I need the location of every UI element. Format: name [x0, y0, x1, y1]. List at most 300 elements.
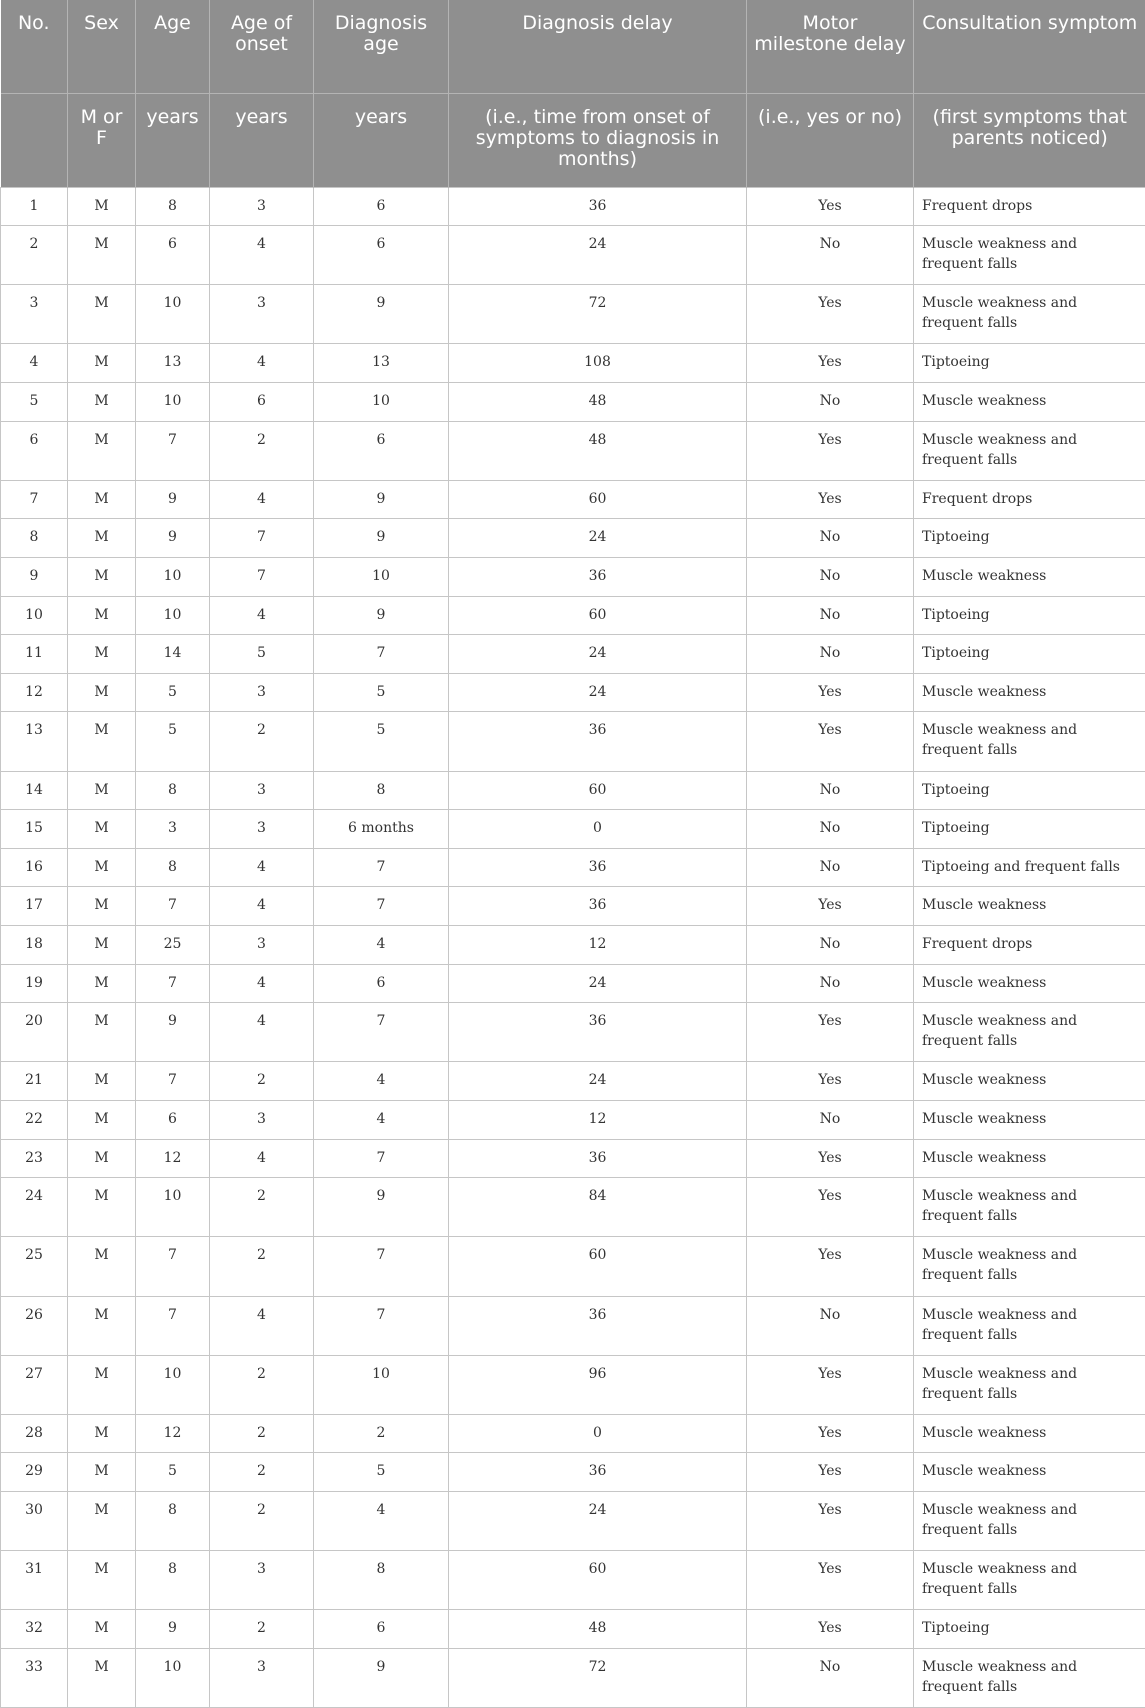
cell-age-of-onset: 2 [210, 1062, 314, 1101]
cell-diagnosis-delay: 24 [449, 673, 747, 712]
cell-consultation-symptom: Muscle weakness and frequent falls [914, 1003, 1145, 1062]
table-row [1, 1139, 1145, 1178]
cell-diagnosis-delay: 48 [449, 421, 747, 480]
cell-diagnosis-age: 4 [314, 1100, 449, 1139]
cell-age: 10 [136, 596, 210, 635]
header-motor-milestone-delay: Motor milestone delay [747, 0, 914, 93]
cell-diagnosis-delay: 36 [449, 848, 747, 887]
cell-sex: M [68, 1453, 136, 1492]
cell-no: 7 [1, 480, 68, 519]
cell-no: 24 [1, 1178, 68, 1237]
cell-motor-milestone-delay: Yes [747, 1003, 914, 1062]
cell-age: 25 [136, 925, 210, 964]
cell-age: 13 [136, 344, 210, 383]
cell-sex: M [68, 1296, 136, 1355]
table-row [1, 1237, 1145, 1296]
cell-motor-milestone-delay: No [747, 635, 914, 674]
cell-sex: M [68, 1139, 136, 1178]
cell-motor-milestone-delay: Yes [747, 480, 914, 519]
table-row [1, 1100, 1145, 1139]
cell-consultation-symptom: Muscle weakness and frequent falls [914, 1649, 1145, 1708]
cell-sex: M [68, 421, 136, 480]
cell-sex: M [68, 1551, 136, 1610]
cell-diagnosis-delay: 36 [449, 887, 747, 926]
cell-consultation-symptom: Tiptoeing and frequent falls [914, 848, 1145, 887]
unit-consultation-symptom: (first symptoms that parents noticed) [914, 93, 1145, 187]
cell-diagnosis-delay: 60 [449, 1237, 747, 1296]
cell-diagnosis-delay: 48 [449, 383, 747, 422]
cell-motor-milestone-delay: No [747, 1649, 914, 1708]
cell-sex: M [68, 1414, 136, 1453]
cell-diagnosis-age: 9 [314, 519, 449, 558]
cell-age-of-onset: 2 [210, 421, 314, 480]
cell-age: 10 [136, 1355, 210, 1414]
cell-consultation-symptom: Muscle weakness [914, 887, 1145, 926]
cell-consultation-symptom: Muscle weakness and frequent falls [914, 226, 1145, 285]
cell-age-of-onset: 3 [210, 771, 314, 810]
cell-no: 16 [1, 848, 68, 887]
table-row [1, 480, 1145, 519]
cell-sex: M [68, 810, 136, 849]
cell-diagnosis-delay: 96 [449, 1355, 747, 1414]
cell-no: 33 [1, 1649, 68, 1708]
cell-diagnosis-delay: 24 [449, 635, 747, 674]
cell-diagnosis-age: 7 [314, 1003, 449, 1062]
cell-consultation-symptom: Muscle weakness and frequent falls [914, 1237, 1145, 1296]
cell-age-of-onset: 6 [210, 383, 314, 422]
unit-motor-milestone-delay: (i.e., yes or no) [747, 93, 914, 187]
cell-age: 6 [136, 1100, 210, 1139]
cell-age-of-onset: 2 [210, 1492, 314, 1551]
cell-age: 5 [136, 712, 210, 771]
cell-diagnosis-delay: 60 [449, 480, 747, 519]
cell-sex: M [68, 887, 136, 926]
cell-motor-milestone-delay: No [747, 964, 914, 1003]
table-row [1, 887, 1145, 926]
cell-diagnosis-age: 9 [314, 1649, 449, 1708]
cell-consultation-symptom: Frequent drops [914, 187, 1145, 226]
cell-consultation-symptom: Muscle weakness [914, 558, 1145, 597]
cell-motor-milestone-delay: Yes [747, 1139, 914, 1178]
cell-diagnosis-age: 7 [314, 635, 449, 674]
cell-age-of-onset: 3 [210, 1649, 314, 1708]
cell-diagnosis-delay: 0 [449, 810, 747, 849]
cell-motor-milestone-delay: Yes [747, 1610, 914, 1649]
cell-diagnosis-delay: 36 [449, 1453, 747, 1492]
cell-consultation-symptom: Muscle weakness [914, 1414, 1145, 1453]
cell-sex: M [68, 596, 136, 635]
cell-diagnosis-delay: 36 [449, 1296, 747, 1355]
table-row [1, 519, 1145, 558]
cell-no: 8 [1, 519, 68, 558]
cell-motor-milestone-delay: Yes [747, 1178, 914, 1237]
header-no: No. [1, 0, 68, 93]
cell-no: 32 [1, 1610, 68, 1649]
cell-age: 7 [136, 1062, 210, 1101]
cell-no: 14 [1, 771, 68, 810]
cell-diagnosis-age: 6 [314, 226, 449, 285]
table-row [1, 344, 1145, 383]
unit-age-of-onset: years [210, 93, 314, 187]
cell-diagnosis-delay: 36 [449, 1139, 747, 1178]
cell-consultation-symptom: Tiptoeing [914, 344, 1145, 383]
cell-diagnosis-age: 7 [314, 848, 449, 887]
cell-no: 17 [1, 887, 68, 926]
cell-consultation-symptom: Muscle weakness [914, 1453, 1145, 1492]
cell-motor-milestone-delay: No [747, 558, 914, 597]
cell-motor-milestone-delay: Yes [747, 1453, 914, 1492]
cell-no: 23 [1, 1139, 68, 1178]
cell-sex: M [68, 1237, 136, 1296]
cell-no: 9 [1, 558, 68, 597]
cell-age: 8 [136, 848, 210, 887]
header-age: Age [136, 0, 210, 93]
cell-diagnosis-age: 7 [314, 1139, 449, 1178]
cell-diagnosis-delay: 24 [449, 1492, 747, 1551]
unit-diagnosis-age: years [314, 93, 449, 187]
cell-consultation-symptom: Muscle weakness and frequent falls [914, 1551, 1145, 1610]
cell-consultation-symptom: Muscle weakness and frequent falls [914, 1178, 1145, 1237]
cell-age: 6 [136, 226, 210, 285]
cell-sex: M [68, 285, 136, 344]
cell-diagnosis-delay: 48 [449, 1610, 747, 1649]
cell-motor-milestone-delay: No [747, 1100, 914, 1139]
cell-diagnosis-age: 7 [314, 1237, 449, 1296]
cell-consultation-symptom: Muscle weakness [914, 673, 1145, 712]
cell-sex: M [68, 712, 136, 771]
cell-sex: M [68, 771, 136, 810]
unit-age: years [136, 93, 210, 187]
cell-no: 19 [1, 964, 68, 1003]
cell-age: 7 [136, 887, 210, 926]
cell-age-of-onset: 4 [210, 1296, 314, 1355]
cell-age-of-onset: 4 [210, 226, 314, 285]
cell-consultation-symptom: Muscle weakness [914, 964, 1145, 1003]
table-body [1, 187, 1145, 1708]
table-row [1, 1551, 1145, 1610]
cell-motor-milestone-delay: No [747, 810, 914, 849]
table-row [1, 226, 1145, 285]
cell-age: 7 [136, 421, 210, 480]
table-row [1, 285, 1145, 344]
cell-diagnosis-delay: 108 [449, 344, 747, 383]
cell-motor-milestone-delay: Yes [747, 421, 914, 480]
cell-sex: M [68, 519, 136, 558]
table-row [1, 1492, 1145, 1551]
cell-motor-milestone-delay: Yes [747, 712, 914, 771]
cell-no: 13 [1, 712, 68, 771]
cell-age-of-onset: 4 [210, 480, 314, 519]
table-row [1, 1453, 1145, 1492]
cell-consultation-symptom: Frequent drops [914, 480, 1145, 519]
cell-diagnosis-age: 4 [314, 1062, 449, 1101]
table-row [1, 848, 1145, 887]
cell-age: 9 [136, 519, 210, 558]
table-row [1, 187, 1145, 226]
cell-age-of-onset: 3 [210, 810, 314, 849]
cell-motor-milestone-delay: Yes [747, 887, 914, 926]
cell-consultation-symptom: Muscle weakness and frequent falls [914, 1296, 1145, 1355]
cell-sex: M [68, 1100, 136, 1139]
table-row [1, 1355, 1145, 1414]
cell-age: 10 [136, 383, 210, 422]
cell-no: 27 [1, 1355, 68, 1414]
cell-diagnosis-age: 6 [314, 1610, 449, 1649]
cell-consultation-symptom: Muscle weakness and frequent falls [914, 421, 1145, 480]
cell-sex: M [68, 1610, 136, 1649]
cell-diagnosis-age: 6 [314, 964, 449, 1003]
cell-motor-milestone-delay: Yes [747, 285, 914, 344]
cell-age-of-onset: 4 [210, 887, 314, 926]
cell-no: 29 [1, 1453, 68, 1492]
cell-diagnosis-delay: 12 [449, 925, 747, 964]
cell-motor-milestone-delay: Yes [747, 1414, 914, 1453]
cell-consultation-symptom: Muscle weakness and frequent falls [914, 285, 1145, 344]
cell-sex: M [68, 635, 136, 674]
cell-diagnosis-delay: 24 [449, 226, 747, 285]
cell-age: 7 [136, 964, 210, 1003]
cell-age: 9 [136, 1003, 210, 1062]
table-row [1, 1649, 1145, 1708]
cell-diagnosis-delay: 84 [449, 1178, 747, 1237]
cell-motor-milestone-delay: Yes [747, 673, 914, 712]
cell-diagnosis-age: 9 [314, 480, 449, 519]
cell-diagnosis-age: 4 [314, 925, 449, 964]
cell-no: 1 [1, 187, 68, 226]
cell-diagnosis-age: 5 [314, 712, 449, 771]
cell-consultation-symptom: Tiptoeing [914, 635, 1145, 674]
cell-sex: M [68, 848, 136, 887]
cell-diagnosis-delay: 60 [449, 596, 747, 635]
table-row [1, 596, 1145, 635]
cell-no: 12 [1, 673, 68, 712]
cell-diagnosis-age: 7 [314, 887, 449, 926]
table-row [1, 1062, 1145, 1101]
cell-diagnosis-age: 4 [314, 1492, 449, 1551]
table-row [1, 558, 1145, 597]
cell-age-of-onset: 2 [210, 1414, 314, 1453]
cell-diagnosis-age: 8 [314, 1551, 449, 1610]
cell-age-of-onset: 2 [210, 1237, 314, 1296]
cell-diagnosis-age: 8 [314, 771, 449, 810]
cell-diagnosis-delay: 72 [449, 1649, 747, 1708]
cell-no: 2 [1, 226, 68, 285]
cell-no: 21 [1, 1062, 68, 1101]
table-header [1, 0, 1145, 187]
unit-no [1, 93, 68, 187]
cell-consultation-symptom: Tiptoeing [914, 810, 1145, 849]
cell-motor-milestone-delay: Yes [747, 1355, 914, 1414]
cell-sex: M [68, 1492, 136, 1551]
cell-age-of-onset: 3 [210, 1551, 314, 1610]
cell-age-of-onset: 2 [210, 1453, 314, 1492]
cell-motor-milestone-delay: Yes [747, 187, 914, 226]
cell-consultation-symptom: Muscle weakness [914, 1062, 1145, 1101]
cell-sex: M [68, 1003, 136, 1062]
cell-age: 10 [136, 285, 210, 344]
cell-age: 8 [136, 1492, 210, 1551]
cell-age: 5 [136, 1453, 210, 1492]
cell-age-of-onset: 3 [210, 285, 314, 344]
table-row [1, 383, 1145, 422]
cell-sex: M [68, 964, 136, 1003]
cell-motor-milestone-delay: No [747, 226, 914, 285]
cell-age-of-onset: 3 [210, 925, 314, 964]
cell-no: 31 [1, 1551, 68, 1610]
cell-motor-milestone-delay: No [747, 771, 914, 810]
table-row [1, 964, 1145, 1003]
cell-diagnosis-age: 5 [314, 1453, 449, 1492]
cell-sex: M [68, 480, 136, 519]
cell-diagnosis-delay: 0 [449, 1414, 747, 1453]
cell-diagnosis-age: 13 [314, 344, 449, 383]
cell-age-of-onset: 2 [210, 1355, 314, 1414]
cell-no: 5 [1, 383, 68, 422]
cell-consultation-symptom: Tiptoeing [914, 519, 1145, 558]
table-row [1, 421, 1145, 480]
cell-motor-milestone-delay: Yes [747, 1551, 914, 1610]
cell-diagnosis-delay: 24 [449, 964, 747, 1003]
cell-age: 12 [136, 1414, 210, 1453]
cell-age: 10 [136, 1649, 210, 1708]
cell-consultation-symptom: Muscle weakness and frequent falls [914, 1492, 1145, 1551]
cell-age: 12 [136, 1139, 210, 1178]
cell-motor-milestone-delay: No [747, 519, 914, 558]
cell-consultation-symptom: Frequent drops [914, 925, 1145, 964]
cell-no: 28 [1, 1414, 68, 1453]
cell-consultation-symptom: Tiptoeing [914, 1610, 1145, 1649]
cell-diagnosis-age: 10 [314, 383, 449, 422]
cell-diagnosis-age: 6 [314, 187, 449, 226]
cell-age: 7 [136, 1237, 210, 1296]
cell-age: 8 [136, 1551, 210, 1610]
cell-age-of-onset: 2 [210, 712, 314, 771]
cell-age-of-onset: 7 [210, 558, 314, 597]
cell-motor-milestone-delay: No [747, 383, 914, 422]
cell-age-of-onset: 2 [210, 1178, 314, 1237]
cell-age-of-onset: 3 [210, 187, 314, 226]
cell-motor-milestone-delay: No [747, 848, 914, 887]
cell-age: 7 [136, 1296, 210, 1355]
cell-diagnosis-age: 7 [314, 1296, 449, 1355]
table-row [1, 673, 1145, 712]
cell-diagnosis-age: 2 [314, 1414, 449, 1453]
cell-no: 22 [1, 1100, 68, 1139]
cell-consultation-symptom: Tiptoeing [914, 596, 1145, 635]
cell-diagnosis-age: 10 [314, 1355, 449, 1414]
table-row [1, 1414, 1145, 1453]
cell-age-of-onset: 2 [210, 1610, 314, 1649]
header-row-names [1, 0, 1145, 93]
table-row [1, 635, 1145, 674]
cell-diagnosis-delay: 60 [449, 1551, 747, 1610]
cell-no: 30 [1, 1492, 68, 1551]
cell-no: 18 [1, 925, 68, 964]
cell-consultation-symptom: Muscle weakness [914, 1100, 1145, 1139]
cell-no: 10 [1, 596, 68, 635]
cell-diagnosis-age: 6 [314, 421, 449, 480]
cell-sex: M [68, 558, 136, 597]
cell-diagnosis-delay: 12 [449, 1100, 747, 1139]
cell-no: 15 [1, 810, 68, 849]
cell-diagnosis-age: 5 [314, 673, 449, 712]
cell-motor-milestone-delay: Yes [747, 1492, 914, 1551]
cell-diagnosis-delay: 36 [449, 1003, 747, 1062]
cell-age: 10 [136, 558, 210, 597]
cell-consultation-symptom: Muscle weakness and frequent falls [914, 712, 1145, 771]
cell-diagnosis-delay: 72 [449, 285, 747, 344]
cell-diagnosis-age: 9 [314, 285, 449, 344]
cell-sex: M [68, 673, 136, 712]
cell-no: 20 [1, 1003, 68, 1062]
cell-age-of-onset: 7 [210, 519, 314, 558]
cell-sex: M [68, 344, 136, 383]
cell-age: 10 [136, 1178, 210, 1237]
cell-motor-milestone-delay: Yes [747, 1062, 914, 1101]
table-row [1, 1003, 1145, 1062]
cell-sex: M [68, 187, 136, 226]
table-row [1, 712, 1145, 771]
cell-motor-milestone-delay: No [747, 1296, 914, 1355]
header-sex: Sex [68, 0, 136, 93]
cell-sex: M [68, 925, 136, 964]
header-consultation-symptom: Consultation symptom [914, 0, 1145, 93]
cell-diagnosis-delay: 36 [449, 712, 747, 771]
cell-age: 5 [136, 673, 210, 712]
cell-sex: M [68, 226, 136, 285]
cell-sex: M [68, 1649, 136, 1708]
header-age-of-onset: Age of onset [210, 0, 314, 93]
cell-no: 6 [1, 421, 68, 480]
cell-sex: M [68, 1355, 136, 1414]
unit-sex: M or F [68, 93, 136, 187]
cell-consultation-symptom: Tiptoeing [914, 771, 1145, 810]
cell-age-of-onset: 4 [210, 1003, 314, 1062]
cell-diagnosis-delay: 36 [449, 187, 747, 226]
table-row [1, 771, 1145, 810]
cell-age-of-onset: 4 [210, 964, 314, 1003]
cell-consultation-symptom: Muscle weakness and frequent falls [914, 1355, 1145, 1414]
cell-age: 8 [136, 771, 210, 810]
cell-diagnosis-age: 10 [314, 558, 449, 597]
table-row [1, 1296, 1145, 1355]
cell-diagnosis-age: 6 months [314, 810, 449, 849]
cell-consultation-symptom: Muscle weakness [914, 1139, 1145, 1178]
cell-no: 11 [1, 635, 68, 674]
cell-diagnosis-age: 9 [314, 596, 449, 635]
cell-diagnosis-delay: 24 [449, 1062, 747, 1101]
table-row [1, 1610, 1145, 1649]
cell-diagnosis-delay: 24 [449, 519, 747, 558]
cell-age-of-onset: 4 [210, 344, 314, 383]
cell-no: 3 [1, 285, 68, 344]
header-row-units [1, 93, 1145, 187]
header-diagnosis-age: Diagnosis age [314, 0, 449, 93]
cell-diagnosis-delay: 60 [449, 771, 747, 810]
table-row [1, 810, 1145, 849]
cell-sex: M [68, 1178, 136, 1237]
cell-no: 25 [1, 1237, 68, 1296]
cell-age-of-onset: 3 [210, 1100, 314, 1139]
cell-age: 9 [136, 1610, 210, 1649]
cell-sex: M [68, 383, 136, 422]
cell-motor-milestone-delay: Yes [747, 344, 914, 383]
cell-no: 4 [1, 344, 68, 383]
cell-motor-milestone-delay: Yes [747, 1237, 914, 1296]
cell-diagnosis-delay: 36 [449, 558, 747, 597]
cell-age-of-onset: 4 [210, 1139, 314, 1178]
cell-age-of-onset: 3 [210, 673, 314, 712]
